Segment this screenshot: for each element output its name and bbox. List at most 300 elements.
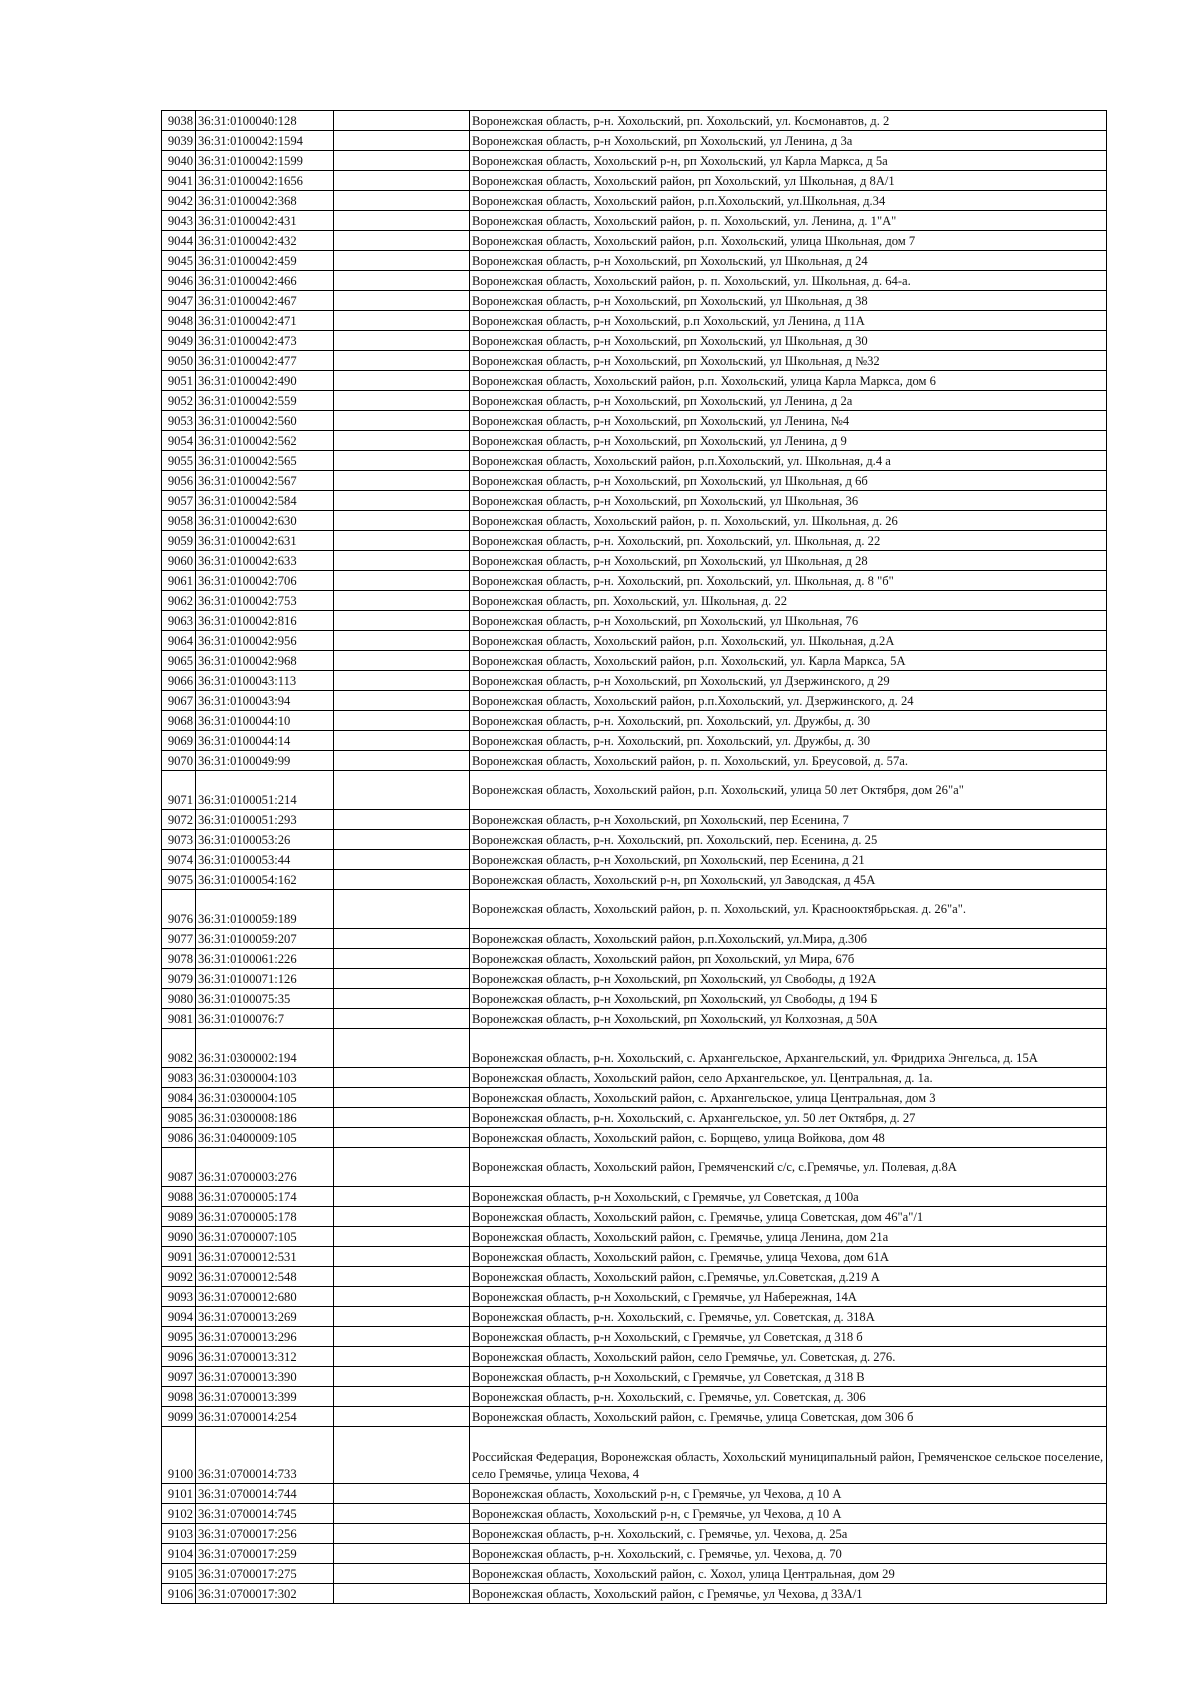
address: Воронежская область, р-н Хохольский, рп Хохольский, ул Школьная, д 24 [470,251,1107,271]
address: Воронежская область, Хохольский район, с. Борщево, улица Войкова, дом 48 [470,1128,1107,1148]
records-table [161,110,1107,1604]
empty-cell [334,1524,470,1544]
table-row [162,671,1107,691]
cadastral-number: 36:31:0700013:312 [196,1347,334,1367]
empty-cell [334,1327,470,1347]
empty-cell [334,1504,470,1524]
row-number: 9104 [162,1544,196,1564]
address: Воронежская область, Хохольский район, р.п.Хохольский, ул.Школьная, д.34 [470,191,1107,211]
table-row [162,1584,1107,1604]
row-number: 9057 [162,491,196,511]
empty-cell [334,1407,470,1427]
table-row [162,251,1107,271]
row-number: 9074 [162,850,196,870]
row-number: 9080 [162,989,196,1009]
address: Воронежская область, р-н. Хохольский, с. Гремячье, ул. Советская, д. 306 [470,1387,1107,1407]
row-number: 9065 [162,651,196,671]
empty-cell [334,191,470,211]
cadastral-number: 36:31:0100042:753 [196,591,334,611]
table-row [162,1068,1107,1088]
address: Воронежская область, Хохольский район, с.Гремячье, ул.Советская, д.219 А [470,1267,1107,1287]
cadastral-number: 36:31:0100042:471 [196,311,334,331]
empty-cell [334,471,470,491]
row-number: 9097 [162,1367,196,1387]
row-number: 9044 [162,231,196,251]
row-number: 9072 [162,810,196,830]
address: Воронежская область, р-н Хохольский, рп Хохольский, ул Свободы, д 194 Б [470,989,1107,1009]
address: Воронежская область, р-н Хохольский, рп Хохольский, ул Ленина, д 2а [470,391,1107,411]
address: Воронежская область, р-н Хохольский, р.п Хохольский, ул Ленина, д 11А [470,311,1107,331]
table-row [162,949,1107,969]
row-number: 9066 [162,671,196,691]
cadastral-number: 36:31:0700014:733 [196,1427,334,1484]
cadastral-number: 36:31:0700014:744 [196,1484,334,1504]
table-row [162,371,1107,391]
cadastral-number: 36:31:0100053:26 [196,830,334,850]
empty-cell [334,651,470,671]
address: Воронежская область, Хохольский район, с. Гремячье, улица Советская, дом 306 б [470,1407,1107,1427]
empty-cell [334,731,470,751]
empty-cell [334,251,470,271]
cadastral-number: 36:31:0100043:94 [196,691,334,711]
address: Воронежская область, р-н Хохольский, рп Хохольский, пер Есенина, 7 [470,810,1107,830]
empty-cell [334,231,470,251]
table-row [162,171,1107,191]
empty-cell [334,351,470,371]
row-number: 9038 [162,111,196,131]
empty-cell [334,989,470,1009]
address: Воронежская область, р-н. Хохольский, рп. Хохольский, ул. Космонавтов, д. 2 [470,111,1107,131]
cadastral-number: 36:31:0700005:174 [196,1187,334,1207]
address: Воронежская область, р-н Хохольский, с Гремячье, ул Набережная, 14А [470,1287,1107,1307]
empty-cell [334,1088,470,1108]
cadastral-number: 36:31:0100042:706 [196,571,334,591]
table-row [162,1267,1107,1287]
cadastral-number: 36:31:0700017:275 [196,1564,334,1584]
address: Воронежская область, р-н Хохольский, рп Хохольский, ул Колхозная, д 50А [470,1009,1107,1029]
cadastral-number: 36:31:0700013:296 [196,1327,334,1347]
table-row [162,1207,1107,1227]
table-row [162,391,1107,411]
address: Воронежская область, Хохольский район, рп Хохольский, ул Мира, 67б [470,949,1107,969]
address: Воронежская область, р-н Хохольский, рп Хохольский, ул Ленина, д 3а [470,131,1107,151]
table-row [162,291,1107,311]
table-row [162,131,1107,151]
cadastral-number: 36:31:0300004:105 [196,1088,334,1108]
empty-cell [334,850,470,870]
row-number: 9045 [162,251,196,271]
empty-cell [334,151,470,171]
row-number: 9049 [162,331,196,351]
cadastral-number: 36:31:0700017:256 [196,1524,334,1544]
row-number: 9051 [162,371,196,391]
table-row [162,969,1107,989]
row-number: 9067 [162,691,196,711]
empty-cell [334,810,470,830]
cadastral-number: 36:31:0300002:194 [196,1029,334,1068]
row-number: 9098 [162,1387,196,1407]
empty-cell [334,691,470,711]
row-number: 9083 [162,1068,196,1088]
cadastral-number: 36:31:0100071:126 [196,969,334,989]
row-number: 9091 [162,1247,196,1267]
row-number: 9096 [162,1347,196,1367]
address: Воронежская область, р-н Хохольский, рп Хохольский, ул Ленина, №4 [470,411,1107,431]
empty-cell [334,311,470,331]
row-number: 9070 [162,751,196,771]
cadastral-number: 36:31:0100042:466 [196,271,334,291]
address: Воронежская область, Хохольский район, р. п. Хохольский, ул. Школьная, д. 26 [470,511,1107,531]
empty-cell [334,949,470,969]
table-row [162,691,1107,711]
empty-cell [334,1187,470,1207]
empty-cell [334,1484,470,1504]
table-row [162,151,1107,171]
cadastral-number: 36:31:0100040:128 [196,111,334,131]
row-number: 9078 [162,949,196,969]
address: Воронежская область, Хохольский район, с. Гремячье, улица Ленина, дом 21а [470,1227,1107,1247]
table-row [162,271,1107,291]
empty-cell [334,451,470,471]
address: Воронежская область, р-н Хохольский, рп Хохольский, ул Школьная, д 30 [470,331,1107,351]
row-number: 9059 [162,531,196,551]
cadastral-number: 36:31:0700012:680 [196,1287,334,1307]
empty-cell [334,491,470,511]
address: Воронежская область, р-н Хохольский, рп Хохольский, ул Школьная, 36 [470,491,1107,511]
address: Воронежская область, р-н Хохольский, рп Хохольский, ул Свободы, д 192А [470,969,1107,989]
empty-cell [334,771,470,810]
empty-cell [334,969,470,989]
cadastral-number: 36:31:0100076:7 [196,1009,334,1029]
empty-cell [334,1148,470,1187]
cadastral-number: 36:31:0100061:226 [196,949,334,969]
table-row [162,1307,1107,1327]
empty-cell [334,591,470,611]
table-row [162,1187,1107,1207]
cadastral-number: 36:31:0100042:816 [196,611,334,631]
address: Воронежская область, Хохольский район, с. Хохол, улица Центральная, дом 29 [470,1564,1107,1584]
empty-cell [334,1307,470,1327]
empty-cell [334,171,470,191]
table-row [162,491,1107,511]
address: Воронежская область, Хохольский район, р.п.Хохольский, ул. Дзержинского, д. 24 [470,691,1107,711]
row-number: 9053 [162,411,196,431]
empty-cell [334,1009,470,1029]
row-number: 9054 [162,431,196,451]
row-number: 9039 [162,131,196,151]
table-row [162,651,1107,671]
address: Воронежская область, р-н. Хохольский, с. Гремячье, ул. Чехова, д. 25а [470,1524,1107,1544]
row-number: 9101 [162,1484,196,1504]
cadastral-number: 36:31:0100059:207 [196,929,334,949]
table-row [162,551,1107,571]
records-table-body [162,111,1107,1604]
table-row [162,631,1107,651]
cadastral-number: 36:31:0100042:432 [196,231,334,251]
cadastral-number: 36:31:0700003:276 [196,1148,334,1187]
empty-cell [334,411,470,431]
address: Воронежская область, Хохольский р-н, с Гремячье, ул Чехова, д 10 А [470,1504,1107,1524]
empty-cell [334,671,470,691]
table-row [162,351,1107,371]
address: Воронежская область, р-н. Хохольский, рп. Хохольский, ул. Дружбы, д. 30 [470,731,1107,751]
empty-cell [334,1068,470,1088]
row-number: 9061 [162,571,196,591]
empty-cell [334,631,470,651]
empty-cell [334,1108,470,1128]
empty-cell [334,111,470,131]
row-number: 9076 [162,890,196,929]
address: Воронежская область, р-н. Хохольский, с. Гремячье, ул. Чехова, д. 70 [470,1544,1107,1564]
empty-cell [334,830,470,850]
table-row [162,531,1107,551]
cadastral-number: 36:31:0700014:745 [196,1504,334,1524]
row-number: 9090 [162,1227,196,1247]
cadastral-number: 36:31:0100042:368 [196,191,334,211]
address: Воронежская область, р-н Хохольский, рп Хохольский, ул Школьная, д 38 [470,291,1107,311]
table-row [162,1427,1107,1484]
table-row [162,1009,1107,1029]
table-row [162,451,1107,471]
address: Воронежская область, р-н Хохольский, рп Хохольский, ул Дзержинского, д 29 [470,671,1107,691]
table-row [162,111,1107,131]
table-row [162,1227,1107,1247]
table-row [162,1524,1107,1544]
empty-cell [334,1247,470,1267]
cadastral-number: 36:31:0100044:14 [196,731,334,751]
address: Воронежская область, р-н. Хохольский, с. Архангельское, Архангельский, ул. Фридриха Энгельса, д. 15А [470,1029,1107,1068]
cadastral-number: 36:31:0100042:567 [196,471,334,491]
table-row [162,431,1107,451]
empty-cell [334,431,470,451]
cadastral-number: 36:31:0700007:105 [196,1227,334,1247]
cadastral-number: 36:31:0100042:631 [196,531,334,551]
row-number: 9056 [162,471,196,491]
address: Воронежская область, Хохольский район, р.п. Хохольский, улица Школьная, дом 7 [470,231,1107,251]
address: Воронежская область, р-н Хохольский, рп Хохольский, ул Школьная, 76 [470,611,1107,631]
row-number: 9048 [162,311,196,331]
cadastral-number: 36:31:0100042:968 [196,651,334,671]
row-number: 9046 [162,271,196,291]
row-number: 9055 [162,451,196,471]
empty-cell [334,1287,470,1307]
cadastral-number: 36:31:0700014:254 [196,1407,334,1427]
empty-cell [334,391,470,411]
address: Воронежская область, Хохольский р-н, рп Хохольский, ул Заводская, д 45А [470,870,1107,890]
row-number: 9084 [162,1088,196,1108]
row-number: 9064 [162,631,196,651]
empty-cell [334,890,470,929]
empty-cell [334,1584,470,1604]
address: Воронежская область, Хохольский район, р.п. Хохольский, улица 50 лет Октября, дом 26"а" [470,771,1107,810]
cadastral-number: 36:31:0700017:302 [196,1584,334,1604]
cadastral-number: 36:31:0700017:259 [196,1544,334,1564]
table-row [162,810,1107,830]
cadastral-number: 36:31:0100042:630 [196,511,334,531]
row-number: 9106 [162,1584,196,1604]
cadastral-number: 36:31:0100042:473 [196,331,334,351]
empty-cell [334,611,470,631]
cadastral-number: 36:31:0100042:956 [196,631,334,651]
row-number: 9062 [162,591,196,611]
row-number: 9103 [162,1524,196,1544]
address: Воронежская область, р-н Хохольский, с Гремячье, ул Советская, д 318 В [470,1367,1107,1387]
table-row [162,1287,1107,1307]
cadastral-number: 36:31:0100042:633 [196,551,334,571]
empty-cell [334,571,470,591]
table-row [162,211,1107,231]
table-row [162,890,1107,929]
row-number: 9085 [162,1108,196,1128]
empty-cell [334,751,470,771]
row-number: 9043 [162,211,196,231]
empty-cell [334,1267,470,1287]
address: Воронежская область, р-н Хохольский, с Гремячье, ул Советская, д 318 б [470,1327,1107,1347]
row-number: 9093 [162,1287,196,1307]
row-number: 9075 [162,870,196,890]
cadastral-number: 36:31:0100053:44 [196,850,334,870]
address: Воронежская область, Хохольский район, р. п. Хохольский, ул. Бреусовой, д. 57а. [470,751,1107,771]
row-number: 9088 [162,1187,196,1207]
empty-cell [334,1564,470,1584]
table-row [162,850,1107,870]
row-number: 9058 [162,511,196,531]
address: Воронежская область, Хохольский район, Гремяченский с/с, с.Гремячье, ул. Полевая, д.8А [470,1148,1107,1187]
table-row [162,711,1107,731]
table-row [162,771,1107,810]
row-number: 9102 [162,1504,196,1524]
table-row [162,929,1107,949]
cadastral-number: 36:31:0100042:459 [196,251,334,271]
table-row [162,231,1107,251]
cadastral-number: 36:31:0700013:269 [196,1307,334,1327]
table-row [162,591,1107,611]
cadastral-number: 36:31:0100054:162 [196,870,334,890]
empty-cell [334,371,470,391]
address: Воронежская область, Хохольский р-н, с Гремячье, ул Чехова, д 10 А [470,1484,1107,1504]
address: Воронежская область, Хохольский район, р. п. Хохольский, ул. Краснооктябрьская. д. 26"а". [470,890,1107,929]
address: Воронежская область, Хохольский район, с. Гремячье, улица Чехова, дом 61А [470,1247,1107,1267]
table-row [162,1347,1107,1367]
table-row [162,611,1107,631]
address: Воронежская область, Хохольский район, р.п. Хохольский, ул. Школьная, д.2А [470,631,1107,651]
cadastral-number: 36:31:0100042:477 [196,351,334,371]
address: Воронежская область, Хохольский район, р. п. Хохольский, ул. Школьная, д. 64-а. [470,271,1107,291]
cadastral-number: 36:31:0100059:189 [196,890,334,929]
cadastral-number: 36:31:0100042:467 [196,291,334,311]
address: Воронежская область, Хохольский район, рп Хохольский, ул Школьная, д 8А/1 [470,171,1107,191]
table-row [162,1367,1107,1387]
table-row [162,1387,1107,1407]
row-number: 9082 [162,1029,196,1068]
address: Воронежская область, р-н Хохольский, с Гремячье, ул Советская, д 100а [470,1187,1107,1207]
empty-cell [334,131,470,151]
cadastral-number: 36:31:0100044:10 [196,711,334,731]
address: Воронежская область, Хохольский район, р.п.Хохольский, ул.Мира, д.30б [470,929,1107,949]
address: Воронежская область, р-н Хохольский, рп Хохольский, пер Есенина, д 21 [470,850,1107,870]
table-row [162,1327,1107,1347]
cadastral-number: 36:31:0100049:99 [196,751,334,771]
table-row [162,989,1107,1009]
cadastral-number: 36:31:0100042:431 [196,211,334,231]
empty-cell [334,870,470,890]
cadastral-number: 36:31:0300004:103 [196,1068,334,1088]
address: Российская Федерация, Воронежская область, Хохольский муниципальный район, Гремяченское сельское поселение, село Гремячье, улица Чехова, 4 [470,1427,1107,1484]
address: Воронежская область, р-н. Хохольский, с. Гремячье, ул. Советская, д. 318А [470,1307,1107,1327]
cadastral-number: 36:31:0100042:565 [196,451,334,471]
address: Воронежская область, р-н. Хохольский, рп. Хохольский, пер. Есенина, д. 25 [470,830,1107,850]
table-row [162,191,1107,211]
row-number: 9077 [162,929,196,949]
row-number: 9042 [162,191,196,211]
table-row [162,1088,1107,1108]
row-number: 9041 [162,171,196,191]
empty-cell [334,1227,470,1247]
address: Воронежская область, р-н Хохольский, рп Хохольский, ул Школьная, д №32 [470,351,1107,371]
table-row [162,571,1107,591]
address: Воронежская область, Хохольский район, с. Гремячье, улица Советская, дом 46"а"/1 [470,1207,1107,1227]
table-row [162,411,1107,431]
address: Воронежская область, р-н. Хохольский, рп. Хохольский, ул. Школьная, д. 22 [470,531,1107,551]
table-row [162,331,1107,351]
empty-cell [334,211,470,231]
row-number: 9087 [162,1148,196,1187]
cadastral-number: 36:31:0100051:293 [196,810,334,830]
cadastral-number: 36:31:0700013:399 [196,1387,334,1407]
address: Воронежская область, Хохольский район, р.п. Хохольский, ул. Карла Маркса, 5А [470,651,1107,671]
row-number: 9100 [162,1427,196,1484]
address: Воронежская область, р-н. Хохольский, с. Архангельское, ул. 50 лет Октября, д. 27 [470,1108,1107,1128]
row-number: 9092 [162,1267,196,1287]
cadastral-number: 36:31:0100042:1599 [196,151,334,171]
row-number: 9069 [162,731,196,751]
address: Воронежская область, р-н Хохольский, рп Хохольский, ул Ленина, д 9 [470,431,1107,451]
cadastral-number: 36:31:0100051:214 [196,771,334,810]
address: Воронежская область, р-н. Хохольский, рп. Хохольский, ул. Дружбы, д. 30 [470,711,1107,731]
empty-cell [334,511,470,531]
empty-cell [334,1387,470,1407]
row-number: 9060 [162,551,196,571]
address: Воронежская область, Хохольский район, село Архангельское, ул. Центральная, д. 1а. [470,1068,1107,1088]
table-row [162,731,1107,751]
row-number: 9047 [162,291,196,311]
empty-cell [334,1427,470,1484]
cadastral-number: 36:31:0100043:113 [196,671,334,691]
row-number: 9081 [162,1009,196,1029]
cadastral-number: 36:31:0100075:35 [196,989,334,1009]
table-row [162,1029,1107,1068]
cadastral-number: 36:31:0100042:559 [196,391,334,411]
address: Воронежская область, Хохольский р-н, рп Хохольский, ул Карла Маркса, д 5а [470,151,1107,171]
row-number: 9068 [162,711,196,731]
cadastral-number: 36:31:0700013:390 [196,1367,334,1387]
row-number: 9050 [162,351,196,371]
address: Воронежская область, р-н Хохольский, рп Хохольский, ул Школьная, д 6б [470,471,1107,491]
table-row [162,830,1107,850]
empty-cell [334,331,470,351]
table-row [162,1484,1107,1504]
row-number: 9063 [162,611,196,631]
row-number: 9073 [162,830,196,850]
cadastral-number: 36:31:0100042:1594 [196,131,334,151]
table-row [162,471,1107,491]
empty-cell [334,271,470,291]
row-number: 9052 [162,391,196,411]
address: Воронежская область, Хохольский район, с Гремячье, ул Чехова, д 33А/1 [470,1584,1107,1604]
table-row [162,511,1107,531]
address: Воронежская область, Хохольский район, р.п.Хохольский, ул. Школьная, д.4 а [470,451,1107,471]
address: Воронежская область, р-н Хохольский, рп Хохольский, ул Школьная, д 28 [470,551,1107,571]
